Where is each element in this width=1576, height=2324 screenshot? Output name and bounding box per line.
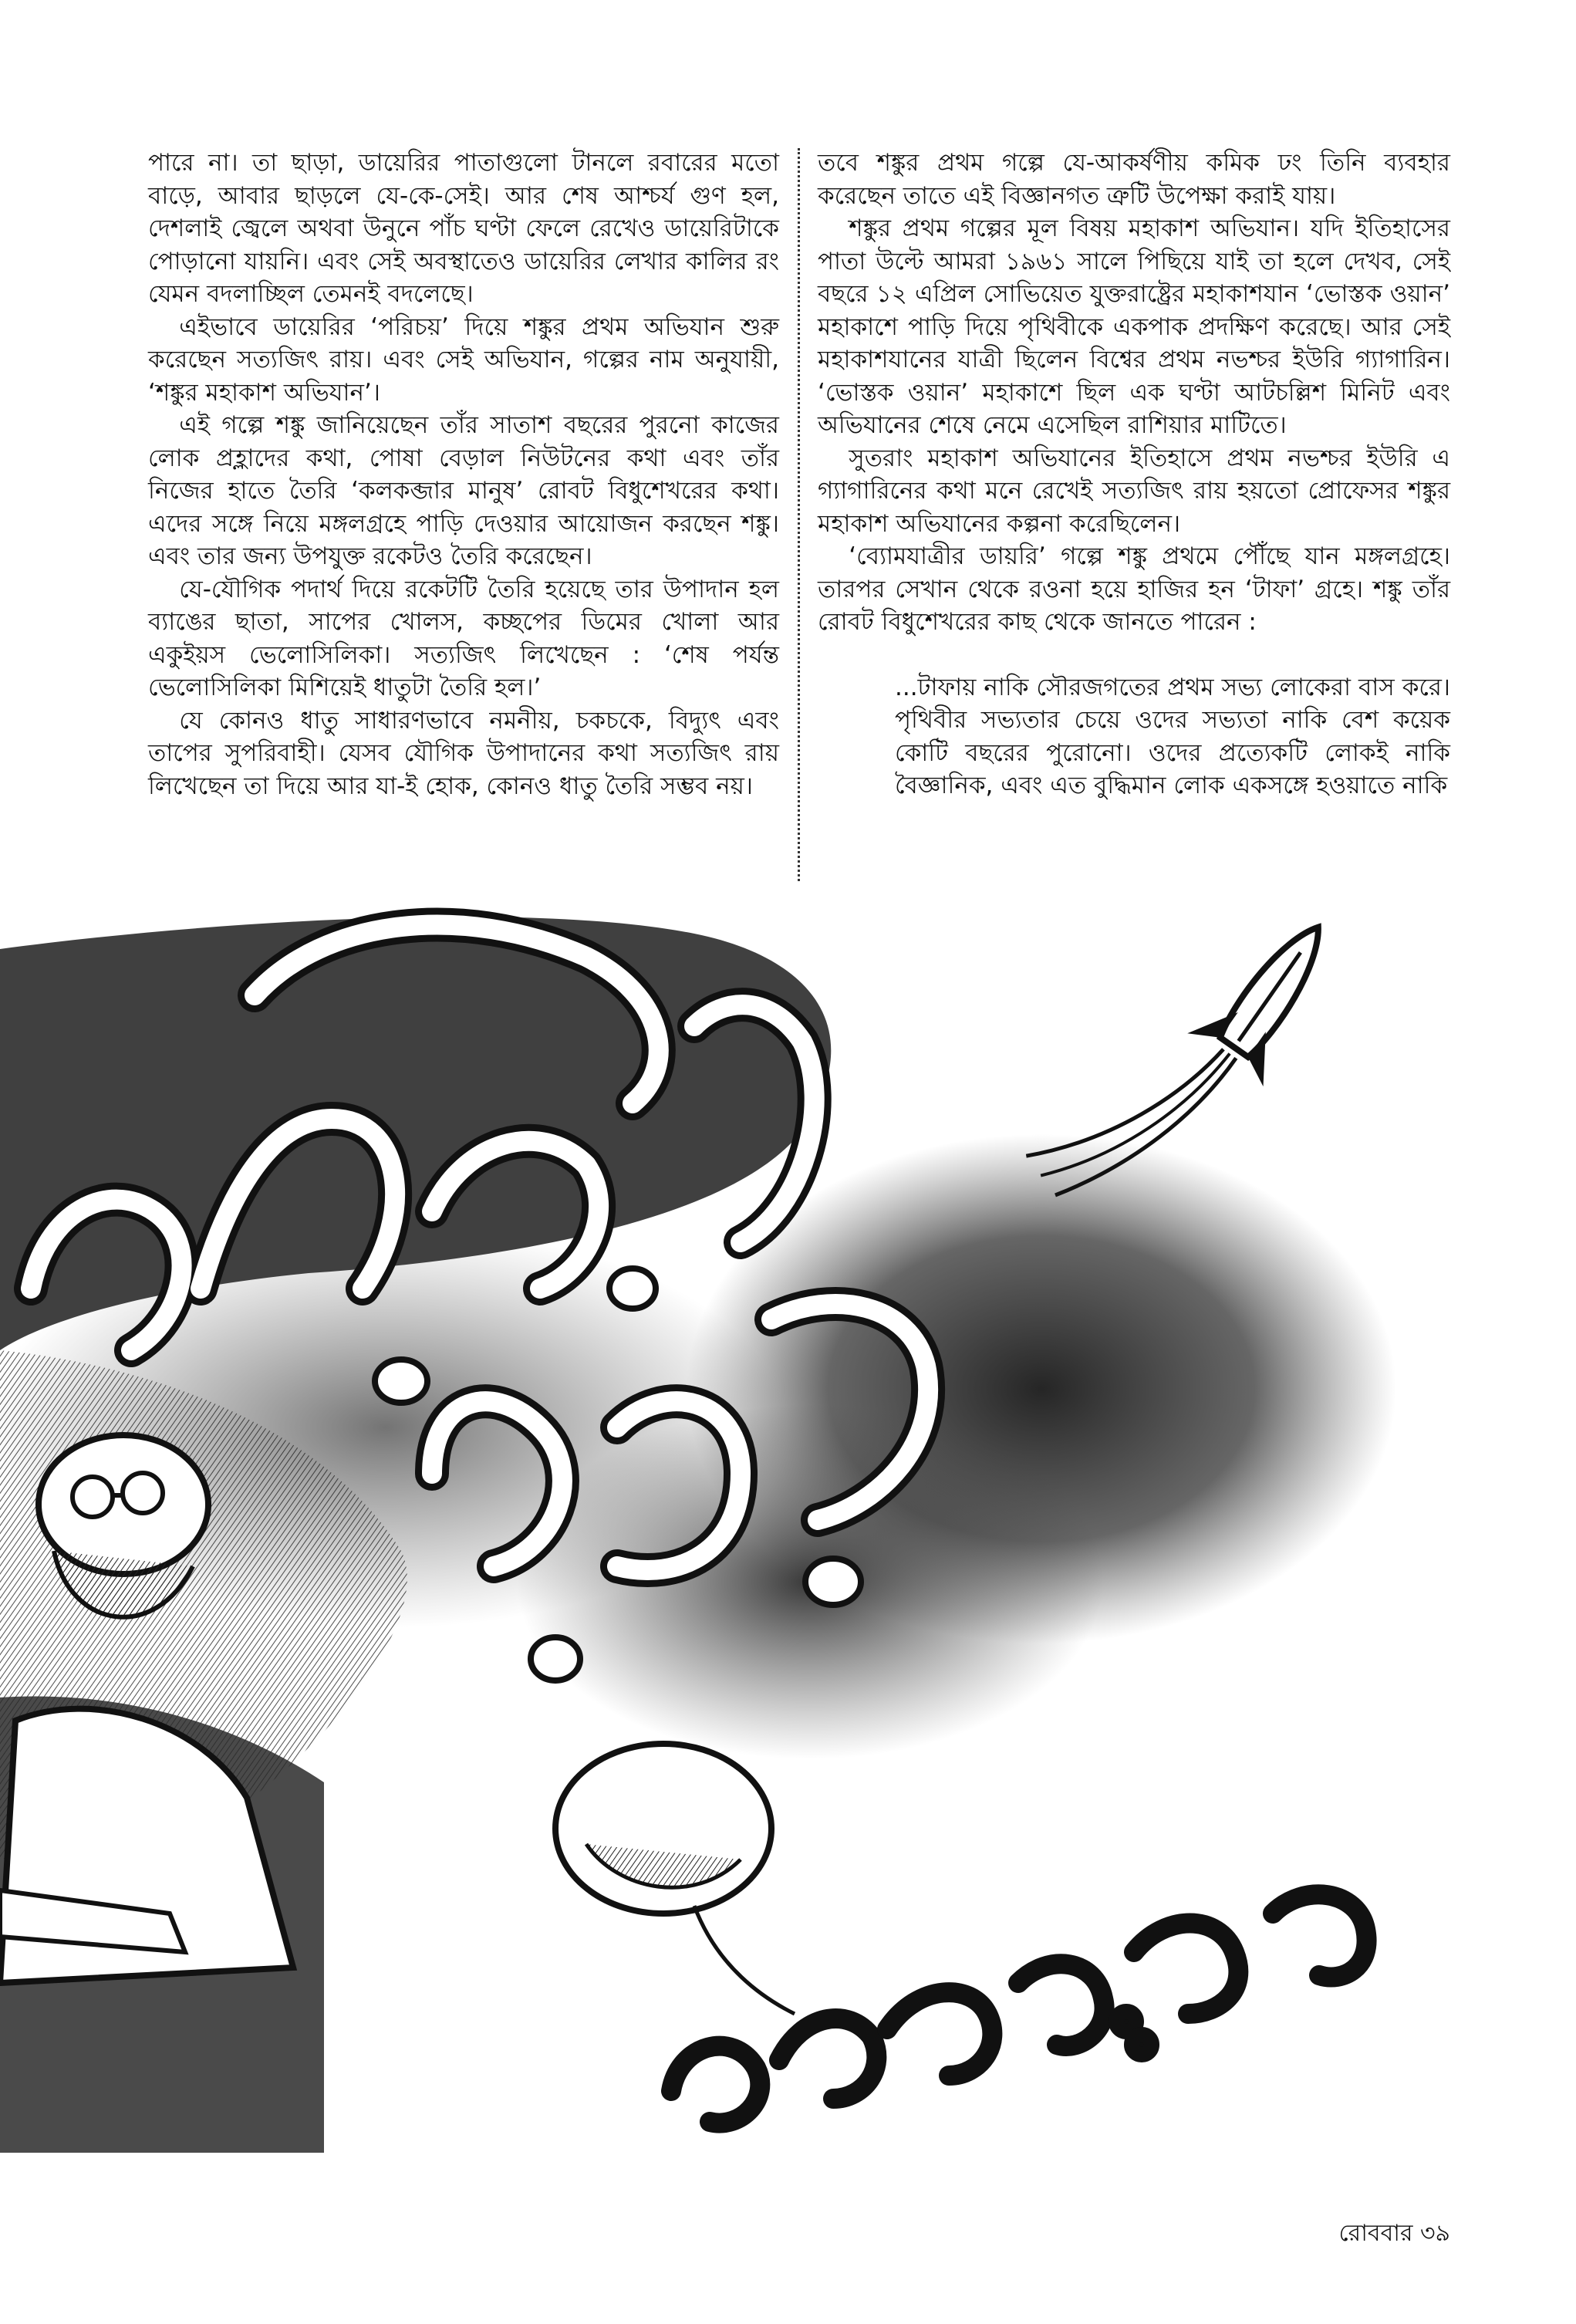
block-quote: ...টাফায় নাকি সৌরজগতের প্রথম সভ্য লোকেরা বাস করে। পৃথিবীর সভ্যতার চেয়ে ওদের সভ্যতা নাকি বেশ কয়েক কোটি বছরের পুরোনো। ওদের প্রত্যেকটি লোকই নাকি বৈজ্ঞানিক, এবং এত বুদ্ধিমান লোক একসঙ্গে হওয়াতে নাকি xyxy=(895,673,1450,799)
article-column-left xyxy=(148,147,779,802)
paragraph: যে-যৌগিক পদার্থ দিয়ে রকেটটি তৈরি হয়েছে তার উপাদান হল ব্যাঙের ছাতা, সাপের খোলস, কচ্ছপের ডিমের খোলা আর একুইয়স ভেলোসিলিকা। সত্যজিৎ লিখেছেন : ‘শেষ পর্যন্ত ভেলোসিলিকা মিশিয়েই ধাতুটা তৈরি হল।’ xyxy=(148,575,779,701)
paragraph: এইভাবে ডায়েরির ‘পরিচয়’ দিয়ে শঙ্কুর প্রথম অভিযান শুরু করেছেন সত্যজিৎ রায়। এবং সেই অভিযান, গল্পের নাম অনুযায়ী, ‘শঙ্কুর মহাকাশ অভিযান’। xyxy=(148,312,779,407)
paragraph: পারে না। তা ছাড়া, ডায়েরির পাতাগুলো টানলে রবারের মতো বাড়ে, আবার ছাড়লে যে-কে-সেই। আর শেষ আশ্চর্য গুণ হল, দেশলাই জ্বেলে অথবা উনুনে পাঁচ ঘণ্টা ফেলে রেখেও ডায়েরিটাকে পোড়ানো যায়নি। এবং সেই অবস্থাতেও ডায়েরির লেখার কালির রং যেমন বদলাচ্ছিল তেমনই বদলেছে। xyxy=(148,149,779,308)
article-column-right xyxy=(818,147,1450,802)
signature-lettering xyxy=(671,1894,1367,2123)
illustration xyxy=(0,887,1450,2153)
column-divider xyxy=(798,148,800,881)
paragraph: এই গল্পে শঙ্কু জানিয়েছেন তাঁর সাতাশ বছরের পুরনো কাজের লোক প্রহ্লাদের কথা, পোষা বেড়াল নিউটনের কথা এবং তাঁর নিজের হাতে তৈরি ‘কলকব্জার মানুষ’ রোবট বিধুশেখরের কথা। এদের সঙ্গে নিয়ে মঙ্গলগ্রহে পাড়ি দেওয়ার আয়োজন করছেন শঙ্কু। এবং তার জন্য উপযুক্ত রকেটও তৈরি করেছেন। xyxy=(148,411,779,570)
paragraph: শঙ্কুর প্রথম গল্পের মূল বিষয় মহাকাশ অভিযান। যদি ইতিহাসের পাতা উল্টে আমরা ১৯৬১ সালে পিছিয়ে যাই তা হলে দেখব, সেই বছরে ১২ এপ্রিল সোভিয়েত যুক্তরাষ্ট্রের মহাকাশযান ‘ভোস্তক ওয়ান’ মহাকাশে পাড়ি দিয়ে পৃথিবীকে একপাক প্রদক্ষিণ করেছে। আর সেই মহাকাশযানের যাত্রী ছিলেন বিশ্বের প্রথম নভশ্চর ইউরি গ্যাগারিন। ‘ভোস্তক ওয়ান’ মহাকাশে ছিল এক ঘণ্টা আটচল্লিশ মিনিট এবং অভিযানের শেষে নেমে এসেছিল রাশিয়ার মাটিতে। xyxy=(818,214,1450,439)
paragraph: ‘ব্যোমযাত্রীর ডায়রি’ গল্পে শঙ্কু প্রথমে পৌঁছে যান মঙ্গলগ্রহে। তারপর সেখান থেকে রওনা হয়ে হাজির হন ‘টাফা’ গ্রহে। শঙ্কু তাঁর রোবট বিধুশেখরের কাছ থেকে জানতে পারেন : xyxy=(818,542,1450,636)
paragraph: যে কোনও ধাতু সাধারণভাবে নমনীয়, চকচকে, বিদ্যুৎ এবং তাপের সুপরিবাহী। যেসব যৌগিক উপাদানের কথা সত্যজিৎ রায় লিখেছেন তা দিয়ে আর যা-ই হোক, কোনও ধাতু তৈরি সম্ভব নয়। xyxy=(148,706,779,800)
page-footer: রোববার ৩৯ xyxy=(1338,2220,1450,2247)
paragraph: তবে শঙ্কুর প্রথম গল্পে যে-আকর্ষণীয় কমিক ঢং তিনি ব্যবহার করেছেন তাতে এই বিজ্ঞানগত ত্রুটি উপেক্ষা করাই যায়। xyxy=(818,149,1450,210)
paragraph: সুতরাং মহাকাশ অভিযানের ইতিহাসে প্রথম নভশ্চর ইউরি এ গ্যাগারিনের কথা মনে রেখেই সত্যজিৎ রায় হয়তো প্রোফেসর শঙ্কুর মহাকাশ অভিযানের কল্পনা করেছিলেন। xyxy=(818,444,1450,538)
